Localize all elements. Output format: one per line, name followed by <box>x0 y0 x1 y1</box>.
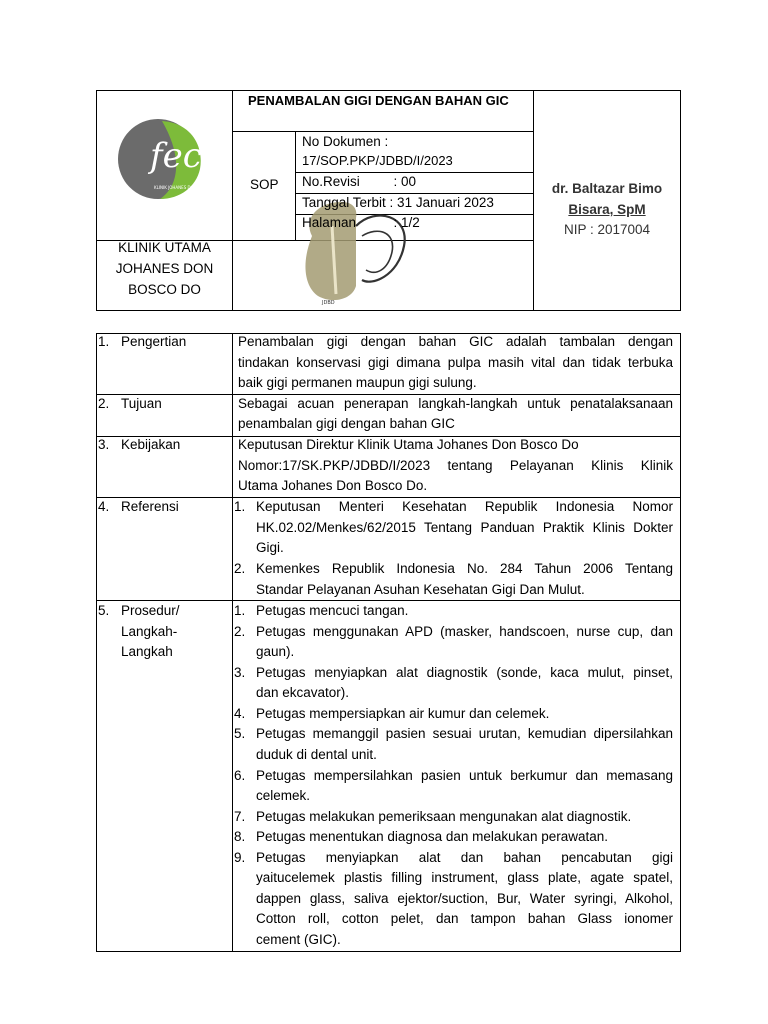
section-number: 2. <box>98 396 110 411</box>
list-number: 1. <box>234 603 246 618</box>
signatory-nip: NIP : 2017004 <box>563 222 651 237</box>
pengertian-line: baik gigi permanen maupun gigi sulung. <box>238 375 477 390</box>
clinic-name-line-1: KLINIK UTAMA <box>118 240 211 255</box>
prosedur-line: yaitucelemek plastis filling instrument, glass plate, agate spatel, <box>256 870 673 885</box>
signatory-name: dr. Baltazar Bimo <box>551 181 663 196</box>
doc-number-value: 17/SOP.PKP/JDBD/I/2023 <box>302 153 453 168</box>
issue-date: Tanggal Terbit : 31 Januari 2023 <box>302 195 494 210</box>
section-label-kebijakan: Kebijakan <box>121 437 181 452</box>
prosedur-line: Petugas menggunakan APD (masker, handscoen, nurse cup, dan <box>256 624 673 639</box>
clinic-logo <box>118 117 220 201</box>
prosedur-line: Petugas menentukan diagnosa dan melakukan perawatan. <box>256 829 608 844</box>
list-number: 3. <box>234 665 246 680</box>
list-number: 4. <box>234 706 246 721</box>
clinic-name-line-2: JOHANES DON <box>115 261 214 276</box>
section-label-prosedur: Langkah <box>121 644 173 659</box>
list-number: 8. <box>234 829 246 844</box>
list-number: 1. <box>234 499 246 514</box>
revision-number: No.Revisi : 00 <box>302 174 417 189</box>
section-number: 5. <box>98 603 110 618</box>
doc-number-label: No Dokumen : <box>302 134 389 149</box>
svg-text:fec: fec <box>150 136 202 176</box>
kebijakan-line: Utama Johanes Don Bosco Do. <box>238 478 428 493</box>
prosedur-line: Petugas mempersiapkan air kumur dan celemek. <box>256 706 550 721</box>
section-number: 4. <box>98 499 110 514</box>
document-title: PENAMBALAN GIGI DENGAN BAHAN GIC <box>248 93 509 108</box>
section-label-prosedur: Prosedur/ <box>121 603 180 618</box>
list-number: 9. <box>234 850 246 865</box>
pengertian-line: tindakan konservasi gigi dimana pulpa masih vital dan tidak terbuka <box>238 355 673 370</box>
kebijakan-line: Keputusan Direktur Klinik Utama Johanes Don Bosco Do <box>238 437 579 452</box>
prosedur-line: celemek. <box>256 788 311 803</box>
prosedur-line: dappen glass, saliva ejektor/suction, Bur, Water syringi, Alkohol, <box>256 891 673 906</box>
prosedur-line: Cotton roll, cotton pelet, dan tampon bahan Glass ionomer <box>256 911 673 926</box>
tujuan-line: penambalan gigi dengan bahan GIC <box>238 416 455 431</box>
kebijakan-line: Nomor:17/SK.PKP/JDBD/I/2023 tentang Pelayanan Klinis Klinik <box>238 458 673 473</box>
referensi-line: Gigi. <box>256 540 284 555</box>
list-number: 2. <box>234 624 246 639</box>
clinic-name-line-3: BOSCO DO <box>128 282 201 297</box>
pengertian-line: Penambalan gigi dengan bahan GIC adalah tambalan dengan <box>238 334 673 349</box>
prosedur-line: cement (GIC). <box>256 932 341 947</box>
prosedur-line: dan ekcavator). <box>256 685 350 700</box>
referensi-line: HK.02.02/Menkes/62/2015 Tentang Panduan Praktik Klinis Dokter <box>256 520 673 535</box>
signatory-name-2: Bisara, SpM <box>568 202 646 217</box>
list-number: 5. <box>234 726 246 741</box>
section-label-pengertian: Pengertian <box>121 334 187 349</box>
prosedur-line: Petugas menyiapkan alat dan bahan pencabutan gigi <box>256 850 673 865</box>
section-number: 3. <box>98 437 110 452</box>
prosedur-line: Petugas mencuci tangan. <box>256 603 409 618</box>
referensi-line: Kemenkes Republik Indonesia No. 284 Tahun 2006 Tentang <box>256 561 673 576</box>
section-label-prosedur: Langkah- <box>121 624 178 639</box>
list-number: 7. <box>234 809 246 824</box>
page-number: Halaman : 1/2 <box>302 215 420 230</box>
section-label-referensi: Referensi <box>121 499 179 514</box>
logo-small-text: KLINIK JOHANES DON BOSCO DO <box>154 185 220 190</box>
prosedur-line: Petugas memanggil pasien sesuai urutan, kemudian dipersilahkan <box>256 726 673 741</box>
prosedur-line: gaun). <box>256 644 295 659</box>
referensi-line: Standar Pelayanan Asuhan Kesehatan Gigi Dan Mulut. <box>256 582 585 597</box>
section-label-tujuan: Tujuan <box>121 396 162 411</box>
prosedur-line: Petugas melakukan pemeriksaan mengunakan alat diagnostik. <box>256 809 632 824</box>
prosedur-line: Petugas menyiapkan alat diagnostik (sonde, kaca mulut, pinset, <box>256 665 673 680</box>
prosedur-line: Petugas mempersilahkan pasien untuk berkumur dan memasang <box>256 768 673 783</box>
prosedur-line: duduk di dental unit. <box>256 747 377 762</box>
sop-label: SOP <box>250 177 279 192</box>
watermark-text: JDBD <box>322 300 335 306</box>
section-number: 1. <box>98 334 110 349</box>
list-number: 6. <box>234 768 246 783</box>
tujuan-line: Sebagai acuan penerapan langkah-langkah untuk penatalaksanaan <box>238 396 673 411</box>
referensi-line: Keputusan Menteri Kesehatan Republik Indonesia Nomor <box>256 499 673 514</box>
list-number: 2. <box>234 561 246 576</box>
